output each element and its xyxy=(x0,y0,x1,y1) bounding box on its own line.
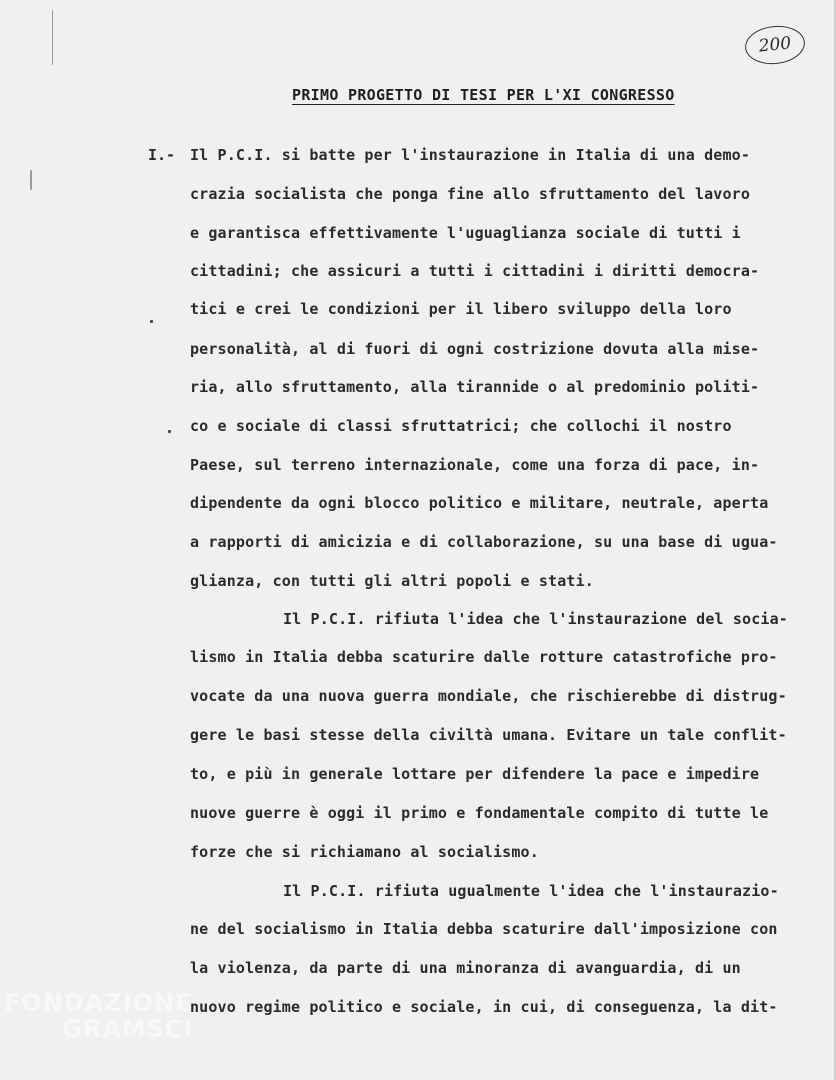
text-line: cittadini; che assicuri a tutti i cittadini i diritti democra- xyxy=(190,262,760,280)
text-line: dipendente da ogni blocco politico e militare, neutrale, aperta xyxy=(190,494,769,512)
text-line: crazia socialista che ponga fine allo sfruttamento del lavoro xyxy=(190,185,751,203)
watermark-line-2: GRAMSCI xyxy=(62,1015,194,1043)
watermark-line-1: FONDAZIONE xyxy=(4,989,193,1017)
text-line: gere le basi stesse della civiltà umana. Evitare un tale conflit- xyxy=(190,726,787,744)
scan-speck xyxy=(150,320,153,323)
text-line: lismo in Italia debba scaturire dalle rotture catastrofiche pro- xyxy=(190,648,778,666)
document-title: PRIMO PROGETTO DI TESI PER L'XI CONGRESSO xyxy=(292,86,675,104)
section-marker: I.- xyxy=(148,146,176,164)
scan-speck xyxy=(168,430,171,433)
text-line: personalità, al di fuori di ogni costrizione dovuta alla mise- xyxy=(190,340,760,358)
text-line: nuovo regime politico e sociale, in cui, di conseguenza, la dit- xyxy=(190,998,778,1016)
text-line: e garantisca effettivamente l'uguaglianza sociale di tutti i xyxy=(190,224,741,242)
text-line: forze che si richiamano al socialismo. xyxy=(190,843,539,861)
text-line: la violenza, da parte di una minoranza di avanguardia, di un xyxy=(190,959,741,977)
text-line: glianza, con tutti gli altri popoli e stati. xyxy=(190,572,594,590)
text-line: nuove guerre è oggi il primo e fondamentale compito di tutte le xyxy=(190,804,769,822)
text-line: Il P.C.I. rifiuta ugualmente l'idea che l'instaurazio- xyxy=(283,882,779,900)
scan-mark xyxy=(52,10,53,65)
text-line: a rapporti di amicizia e di collaborazione, su una base di ugua- xyxy=(190,533,778,551)
text-line: Il P.C.I. si batte per l'instaurazione in Italia di una demo- xyxy=(190,146,751,164)
text-line: co e sociale di classi sfruttatrici; che collochi il nostro xyxy=(190,417,732,435)
text-line: ria, allo sfruttamento, alla tirannide o al predominio politi- xyxy=(190,378,760,396)
text-line: vocate da una nuova guerra mondiale, che rischierebbe di distrug- xyxy=(190,687,787,705)
text-line: Il P.C.I. rifiuta l'idea che l'instaurazione del socia- xyxy=(283,610,788,628)
scan-mark xyxy=(30,170,32,190)
text-line: ne del socialismo in Italia debba scaturire dall'imposizione con xyxy=(190,920,778,938)
text-line: tici e crei le condizioni per il libero sviluppo della loro xyxy=(190,300,732,318)
page-number-stamp: 200 xyxy=(743,23,807,67)
text-line: Paese, sul terreno internazionale, come una forza di pace, in- xyxy=(190,456,760,474)
text-line: to, e più in generale lottare per difendere la pace e impedire xyxy=(190,765,760,783)
watermark-logo xyxy=(4,990,193,1042)
